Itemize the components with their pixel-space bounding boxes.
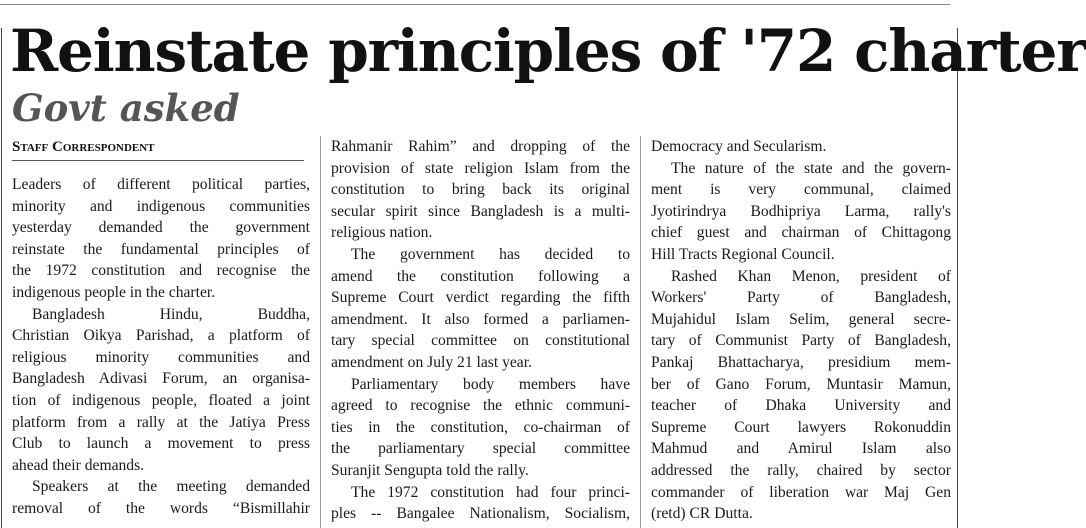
text-line: Leaders of different political parties,: [12, 176, 310, 193]
text-line: provision of state religion Islam from the: [331, 159, 630, 177]
text-line: Workers' Party of Bangladesh,: [651, 289, 951, 307]
text-line: platform from a rally at the Jatiya Press: [12, 413, 310, 431]
text-line: agreed to recognise the ethnic communi-: [331, 397, 630, 415]
text-line: Jyotirindrya Bodhipriya Larma, rally's: [651, 202, 951, 220]
text-line: Pankaj Bhattacharya, presidium mem-: [651, 353, 951, 371]
text-line: teacher of Dhaka University and: [651, 397, 951, 415]
text-line: the parliamentary special committee: [331, 440, 630, 458]
text-line: chief guest and chairman of Chittagong: [651, 224, 951, 242]
text-line: Supreme Court verdict regarding the fifth: [331, 289, 630, 307]
byline: Staff Correspondent: [12, 139, 155, 155]
column-divider: [640, 136, 641, 528]
text-line: tary of Communist Party of Bangladesh,: [651, 332, 951, 350]
article-column-2: [331, 136, 630, 525]
text-line: constitution to bring back its original: [331, 181, 630, 199]
text-line: Club to launch a movement to press: [12, 435, 310, 453]
text-line: Supreme Court lawyers Rokonuddin: [651, 418, 951, 436]
text-line: Bangladesh Hindu, Buddha,: [32, 305, 310, 323]
text-line: Suranjit Sengupta told the rally.: [331, 461, 529, 479]
text-line: Rashed Khan Menon, president of: [671, 267, 951, 285]
top-rule: [0, 4, 950, 5]
text-line: addressed the rally, chaired by sector: [651, 461, 951, 479]
article-column-3: [651, 136, 951, 525]
subhead: Govt asked: [12, 86, 240, 130]
text-line: ties in the constitution, co-chairman of: [331, 418, 630, 436]
text-line: amend the constitution following a: [331, 267, 630, 285]
left-border-rule: [1, 28, 2, 528]
text-line: secular spirit since Bangladesh is a multi-: [331, 202, 630, 220]
text-line: Mujahidul Islam Selim, general secre-: [651, 310, 951, 328]
text-line: Bangladesh Adivasi Forum, an organisa-: [12, 370, 310, 388]
text-line: Mahmud and Amirul Islam also: [651, 440, 951, 458]
article-column-1: [12, 174, 310, 520]
text-line: ber of Gano Forum, Muntasir Mamun,: [651, 375, 951, 393]
headline: Reinstate principles of '72 charter: [10, 17, 1086, 85]
text-line: the 1972 constitution and recognise the: [12, 262, 310, 280]
text-line: amendment on July 21 last year.: [331, 353, 532, 371]
text-line: reinstate the fundamental principles of: [12, 240, 310, 258]
right-border-rule: [957, 28, 958, 528]
text-line: Parliamentary body members have: [351, 375, 630, 393]
text-line: ment is very communal, claimed: [651, 181, 951, 199]
text-line: indigenous people in the charter.: [12, 283, 216, 301]
text-line: The government has decided to: [351, 245, 630, 263]
text-line: Rahmanir Rahim” and dropping of the: [331, 138, 630, 155]
text-line: minority and indigenous communities: [12, 197, 310, 215]
text-line: tary special committee on constitutional: [331, 332, 630, 350]
text-line: religious minority communities and: [12, 348, 310, 366]
byline-rule: [12, 160, 304, 161]
text-line: (retd) CR Dutta.: [651, 505, 753, 523]
text-line: The nature of the state and the govern-: [671, 159, 951, 177]
text-line: tion of indigenous people, floated a joint: [12, 391, 310, 409]
text-line: yesterday demanded the government: [12, 219, 310, 237]
text-line: commander of liberation war Maj Gen: [651, 483, 951, 501]
text-line: ahead their demands.: [12, 456, 145, 474]
text-line: Christian Oikya Parishad, a platform of: [12, 327, 310, 345]
text-line: The 1972 constitution had four princi-: [351, 483, 630, 501]
text-line: Hill Tracts Regional Council.: [651, 245, 835, 263]
text-line: amendment. It also formed a parliamen-: [331, 310, 630, 328]
text-line: ples -- Bangalee Nationalism, Socialism,: [331, 505, 630, 523]
text-line: Democracy and Secularism.: [651, 138, 827, 155]
text-line: Speakers at the meeting demanded: [32, 478, 310, 496]
column-divider: [320, 136, 321, 528]
text-line: religious nation.: [331, 224, 433, 242]
text-line: removal of the words “Bismillahir: [12, 499, 310, 517]
